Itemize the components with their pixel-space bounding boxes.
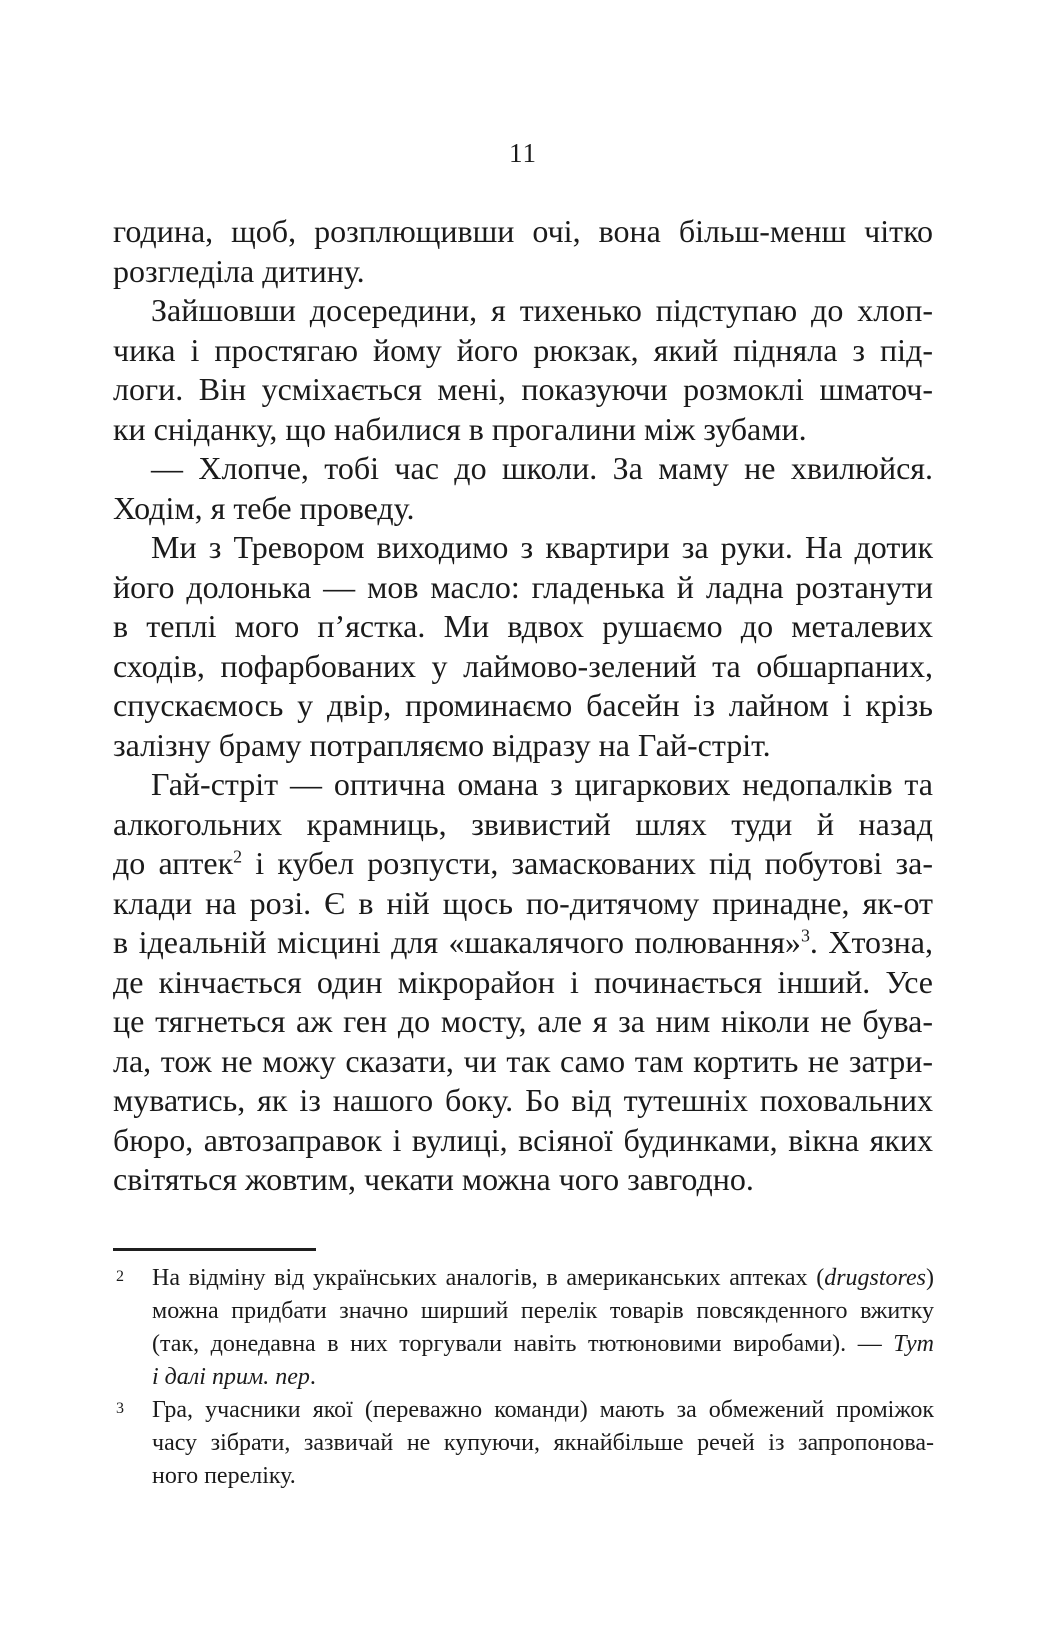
text-line bbox=[113, 844, 933, 884]
text-line bbox=[113, 568, 933, 608]
paragraph bbox=[113, 291, 933, 449]
text-line bbox=[113, 884, 933, 924]
text-segment: ки сніданку, що набилися в прогалини між зубами. bbox=[113, 410, 807, 447]
italic-text: Тут bbox=[893, 1331, 934, 1357]
text-segment: світяться жовтим, чекати можна чого завгодно. bbox=[113, 1161, 754, 1197]
text-line bbox=[152, 1295, 934, 1328]
text-segment: Гра, учасники якої (переважно команди) мають за обмежений проміжок bbox=[152, 1397, 934, 1423]
text-segment: ного переліку. bbox=[152, 1463, 296, 1489]
text-line bbox=[113, 212, 933, 252]
text-line bbox=[152, 1262, 934, 1295]
text-segment: . bbox=[309, 1364, 316, 1390]
text-line bbox=[113, 528, 933, 568]
text-segment: де кінчається один мікрорайон і починається інший. Усе bbox=[113, 963, 933, 1000]
text-line bbox=[113, 1081, 933, 1121]
body-text bbox=[113, 212, 933, 1200]
footnote-text bbox=[152, 1262, 934, 1394]
text-line bbox=[113, 647, 933, 687]
text-segment: залізну браму потрапляємо відразу на Гай-стріт. bbox=[113, 726, 771, 763]
text-segment: алкогольних крамниць, звивистий шлях туди й назад bbox=[113, 805, 933, 842]
paragraph bbox=[113, 765, 933, 1200]
text-segment: спускаємось у двір, проминаємо басейн із лайном і крізь bbox=[113, 687, 933, 723]
paragraph bbox=[113, 212, 933, 291]
text-segment: це тягнеться аж ген до мосту, але я за ним ніколи не бува- bbox=[113, 1003, 933, 1039]
text-line bbox=[152, 1427, 934, 1460]
text-segment: часу зібрати, зазвичай не купуючи, якнайбільше речей із запропонова- bbox=[152, 1430, 934, 1456]
text-segment: . Хтозна, bbox=[809, 924, 934, 960]
footnote-item bbox=[113, 1394, 934, 1493]
text-segment: година, щоб, розплющивши очі, вона більш-менш чітко bbox=[113, 213, 933, 249]
footnote-reference: 3 bbox=[800, 925, 810, 946]
text-line bbox=[113, 449, 933, 489]
text-line bbox=[113, 370, 933, 410]
text-line bbox=[113, 686, 933, 726]
text-segment: його долонька — мов масло: гладенька й ладна розтанути bbox=[113, 568, 933, 605]
text-segment: (так, донедавна в них торгували навіть тютюновими виробами). — bbox=[152, 1331, 894, 1357]
text-segment: до аптек bbox=[113, 845, 234, 881]
text-segment: Зайшовши досередини, я тихенько підступаю до хлоп- bbox=[151, 292, 933, 328]
text-segment: можна придбати значно ширший перелік товарів повсякденного вжитку bbox=[152, 1298, 934, 1324]
text-line bbox=[113, 805, 933, 845]
page-number: 11 bbox=[509, 138, 537, 168]
text-segment: Ми з Тревором виходимо з квартири за руки. На дотик bbox=[151, 529, 933, 565]
text-segment: чика і простягаю йому його рюкзак, який підняла з під- bbox=[113, 331, 933, 368]
text-line bbox=[113, 1002, 933, 1042]
paragraph bbox=[113, 449, 933, 528]
italic-text: і далі прим. пер bbox=[152, 1364, 310, 1390]
text-line bbox=[152, 1394, 934, 1427]
text-segment: розгледіла дитину. bbox=[113, 252, 365, 289]
text-segment: муватись, як із нашого боку. Бо від тутешніх поховальних bbox=[113, 1082, 933, 1118]
text-segment: — Хлопче, тобі час до школи. За маму не хвилюйся. bbox=[151, 450, 933, 486]
text-line bbox=[113, 1042, 933, 1082]
text-segment: в теплі мого п’ястка. Ми вдвох рушаємо до металевих bbox=[113, 608, 933, 644]
text-segment: в ідеальній місцині для «шакалячого полювання» bbox=[113, 924, 801, 960]
footnote-text bbox=[152, 1394, 934, 1493]
text-segment: логи. Він усміхається мені, показуючи розмоклі шматоч- bbox=[113, 371, 933, 407]
footnote-marker: 2 bbox=[116, 1268, 124, 1285]
text-line bbox=[113, 607, 933, 647]
text-line bbox=[113, 410, 933, 450]
text-segment: Ходім, я тебе проведу. bbox=[113, 489, 415, 526]
text-line bbox=[113, 1121, 933, 1161]
text-line bbox=[113, 923, 933, 963]
text-segment: бюро, автозаправок і вулиці, всіяної будинками, вікна яких bbox=[113, 1121, 933, 1158]
footnote-marker: 3 bbox=[116, 1400, 124, 1417]
text-segment: сходів, пофарбованих у лаймово-зелений та обшарпаних, bbox=[113, 647, 933, 684]
text-segment: ла, тож не можу сказати, чи так само там кортить не затри- bbox=[113, 1042, 933, 1079]
text-line bbox=[113, 765, 933, 805]
text-line bbox=[113, 726, 933, 766]
text-line bbox=[113, 1160, 933, 1200]
text-segment: ) bbox=[926, 1265, 934, 1291]
text-line bbox=[113, 489, 933, 529]
text-line bbox=[152, 1361, 934, 1394]
italic-text: drugstores bbox=[824, 1265, 926, 1291]
text-line bbox=[113, 291, 933, 331]
text-segment: Гай-стріт — оптична омана з цигаркових недопалків та bbox=[151, 766, 933, 802]
text-line bbox=[152, 1328, 934, 1361]
text-segment: На відміну від українських аналогів, в американських аптеках ( bbox=[152, 1265, 825, 1291]
text-line bbox=[152, 1460, 934, 1493]
text-line bbox=[113, 963, 933, 1003]
text-segment: і кубел розпусти, замаскованих під побутові за- bbox=[242, 845, 934, 881]
text-line bbox=[113, 252, 933, 292]
paragraph bbox=[113, 528, 933, 765]
footnote-reference: 2 bbox=[233, 846, 243, 867]
footnote-separator bbox=[113, 1248, 316, 1251]
text-segment: клади на розі. Є в ній щось по-дитячому принадне, як-от bbox=[113, 884, 933, 921]
footnotes bbox=[113, 1262, 934, 1493]
footnote-item bbox=[113, 1262, 934, 1394]
text-line bbox=[113, 331, 933, 371]
